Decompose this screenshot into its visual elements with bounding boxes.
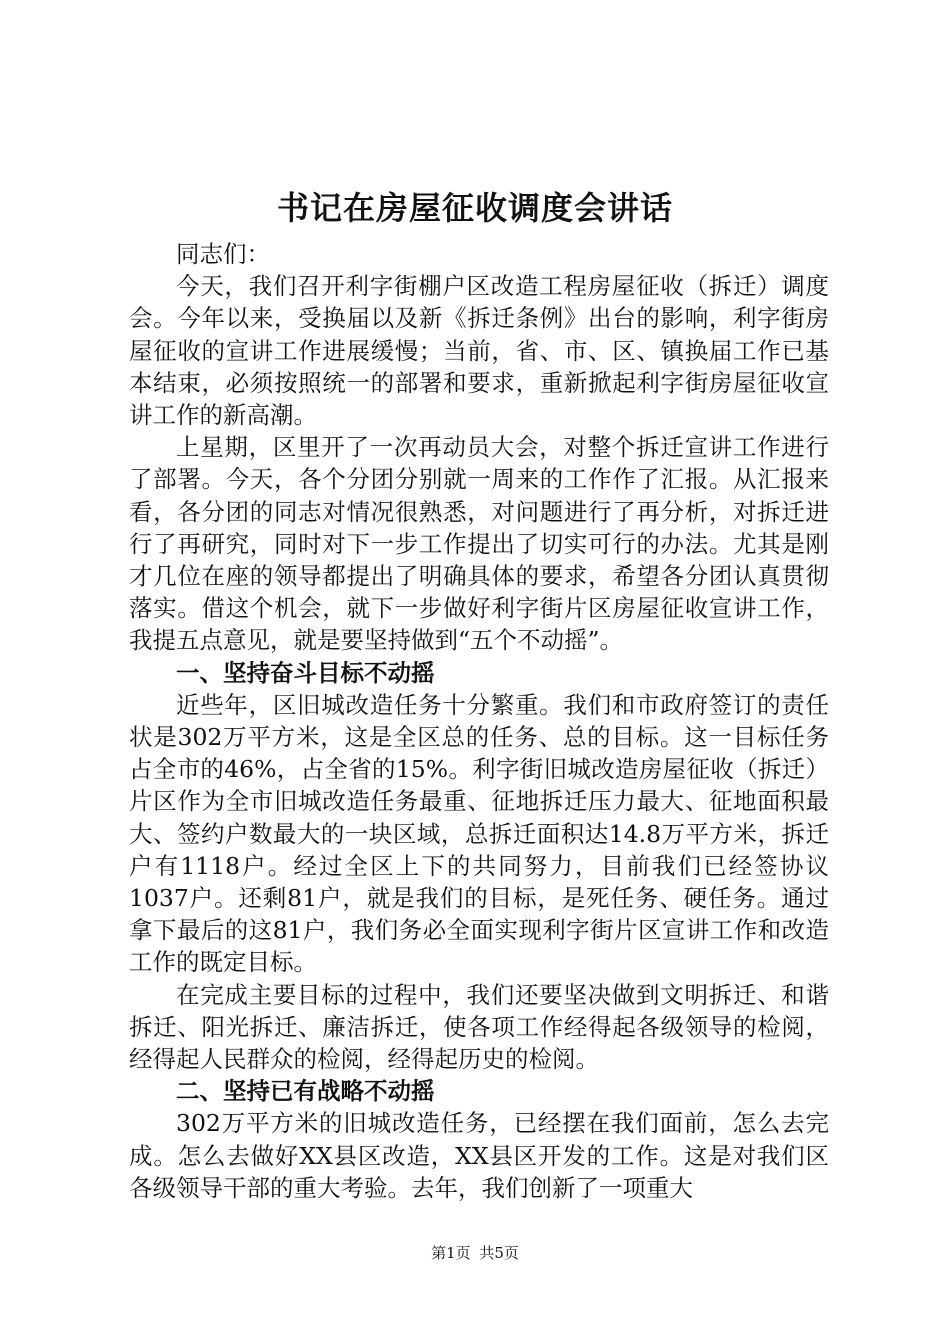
page-number: 第1页 bbox=[431, 1244, 471, 1262]
document-body bbox=[129, 238, 829, 1204]
section-1-paragraph-1: 近些年，区旧城改造任务十分繁重。我们和市政府签订的责任状是302万平方米，这是全区总的任务、总的目标。这一目标任务占全市的46%，占全省的15%。利字街旧城改造房屋征收（拆迁）片区作为全市旧城改造任务最重、征地拆迁压力最大、征地面积最大、签约户数最大的一块区域，总拆迁面积达14.8万平方米，拆迁户有1118户。经过全区上下的共同努力，目前我们已经签协议1037户。还剩81户，就是我们的目标，是死任务、硬任务。通过拿下最后的这81户，我们务必全面实现利字街片区宣讲工作和改造工作的既定目标。 bbox=[129, 690, 829, 977]
section-2-paragraph-1: 302万平方米的旧城改造任务，已经摆在我们面前，怎么去完成。怎么去做好XX县区改造，XX县区开发的工作。这是对我们区各级领导干部的重大考验。去年，我们创新了一项重大 bbox=[129, 1109, 829, 1202]
page-total: 共5页 bbox=[479, 1244, 519, 1262]
section-1-heading: 一、坚持奋斗目标不动摇 bbox=[176, 658, 435, 687]
document-title: 书记在房屋征收调度会讲话 bbox=[276, 189, 673, 227]
section-1-paragraph-2: 在完成主要目标的过程中，我们还要坚决做到文明拆迁、和谐拆迁、阳光拆迁、廉洁拆迁，使各项工作经得起各级领导的检阅，经得起人民群众的检阅，经得起历史的检阅。 bbox=[129, 980, 829, 1074]
paragraph-1: 今天，我们召开利字街棚户区改造工程房屋征收（拆迁）调度会。今年以来，受换届以及新《拆迁条例》出台的影响，利字街房屋征收的宣讲工作进展缓慢；当前，省、市、区、镇换届工作已基本结束，必须按照统一的部署和要求，重新掀起利字街房屋征收宣讲工作的新高潮。 bbox=[129, 272, 829, 430]
section-2-heading: 二、坚持已有战略不动摇 bbox=[176, 1077, 435, 1106]
paragraph-2: 上星期，区里开了一次再动员大会，对整个拆迁宣讲工作进行了部署。今天，各个分团分别就一周来的工作作了汇报。从汇报来看，各分团的同志对情况很熟悉，对问题进行了再分析，对拆迁进行了再研究，同时对下一步工作提出了切实可行的办法。尤其是刚才几位在座的领导都提出了明确具体的要求，希望各分团认真贯彻落实。借这个机会，就下一步做好利字街片区房屋征收宣讲工作，我提五点意见，就是要坚持做到“五个不动摇”。 bbox=[129, 433, 829, 655]
page-footer bbox=[0, 1243, 950, 1263]
salutation: 同志们： bbox=[176, 240, 270, 268]
